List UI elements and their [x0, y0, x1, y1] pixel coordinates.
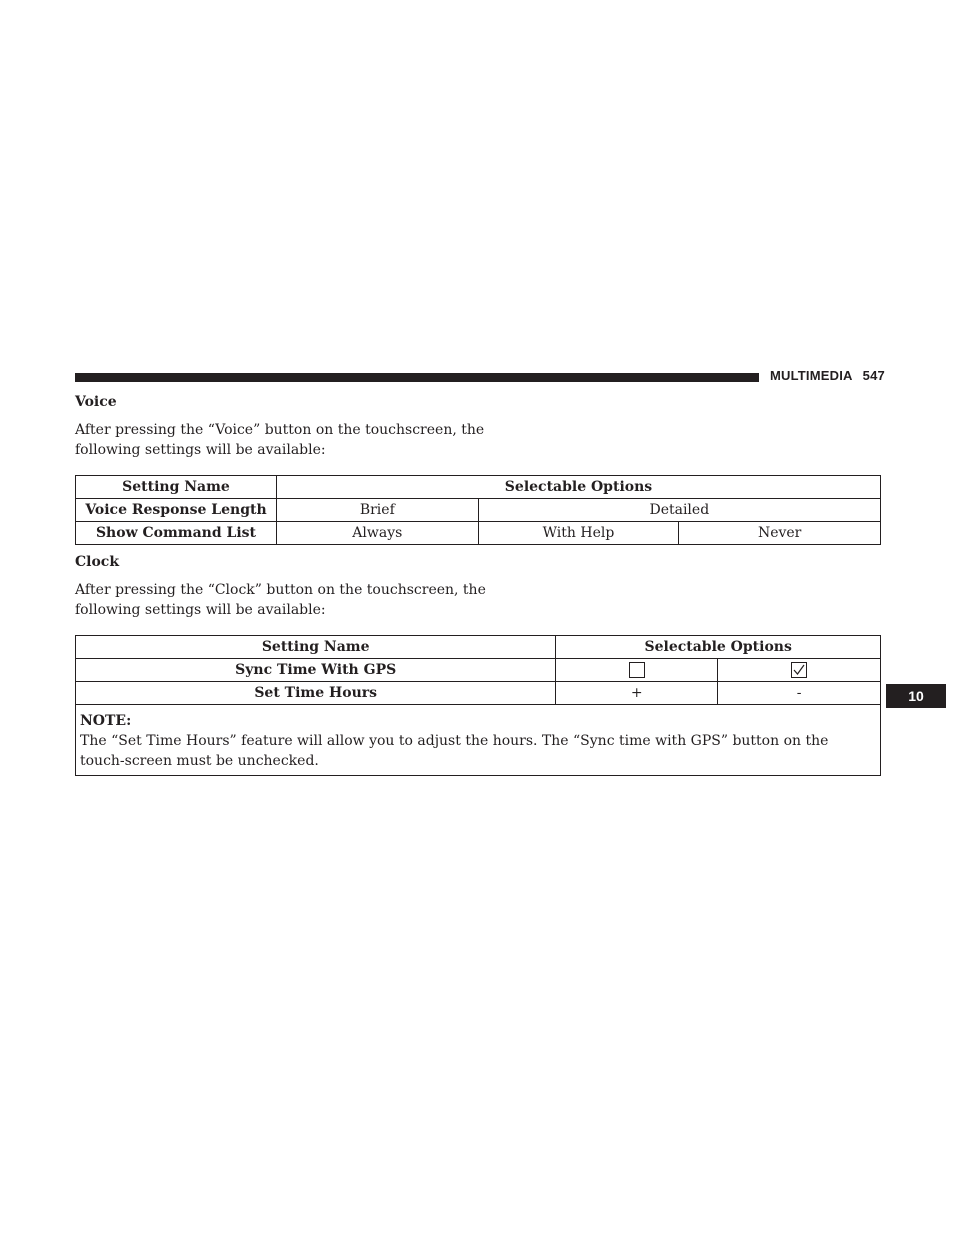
option-cell: + — [556, 682, 718, 705]
voice-heading: Voice — [75, 394, 117, 410]
col-header-setting-name: Setting Name — [76, 476, 277, 499]
setting-name-cell: Show Command List — [76, 522, 277, 545]
setting-name-cell: Sync Time With GPS — [76, 659, 556, 682]
col-header-setting-name: Setting Name — [76, 636, 556, 659]
option-cell: Always — [276, 522, 478, 545]
setting-name-cell: Set Time Hours — [76, 682, 556, 705]
col-header-selectable-options: Selectable Options — [276, 476, 880, 499]
option-cell: With Help — [478, 522, 679, 545]
option-cell: - — [718, 682, 881, 705]
checked-box-icon — [791, 662, 807, 678]
table-row — [76, 522, 881, 545]
col-header-selectable-options: Selectable Options — [556, 636, 881, 659]
header-rule — [75, 373, 759, 382]
clock-heading: Clock — [75, 554, 120, 570]
note-cell — [76, 705, 881, 776]
table-row — [76, 682, 881, 705]
setting-name-cell: Voice Response Length — [76, 499, 277, 522]
table-header-row — [76, 476, 881, 499]
clock-settings-table — [75, 635, 881, 776]
running-header — [770, 368, 885, 383]
page-number: 547 — [862, 368, 885, 383]
chapter-tab: 10 — [886, 684, 946, 708]
option-cell — [718, 659, 881, 682]
note-label: NOTE: — [80, 713, 132, 729]
table-row — [76, 659, 881, 682]
table-row — [76, 499, 881, 522]
section-title: MULTIMEDIA — [770, 368, 853, 383]
unchecked-box-icon — [629, 662, 645, 678]
voice-settings-table — [75, 475, 881, 545]
table-header-row — [76, 636, 881, 659]
option-cell: Detailed — [478, 499, 880, 522]
note-row — [76, 705, 881, 776]
option-cell — [556, 659, 718, 682]
note-text: The “Set Time Hours” feature will allow you to adjust the hours. The “Sync time with GPS” button on the touch-screen must be unchecked. — [80, 733, 829, 769]
option-cell: Brief — [276, 499, 478, 522]
clock-intro: After pressing the “Clock” button on the touchscreen, the following settings will be available: — [75, 582, 486, 618]
voice-intro: After pressing the “Voice” button on the touchscreen, the following settings will be available: — [75, 422, 485, 458]
option-cell: Never — [679, 522, 881, 545]
